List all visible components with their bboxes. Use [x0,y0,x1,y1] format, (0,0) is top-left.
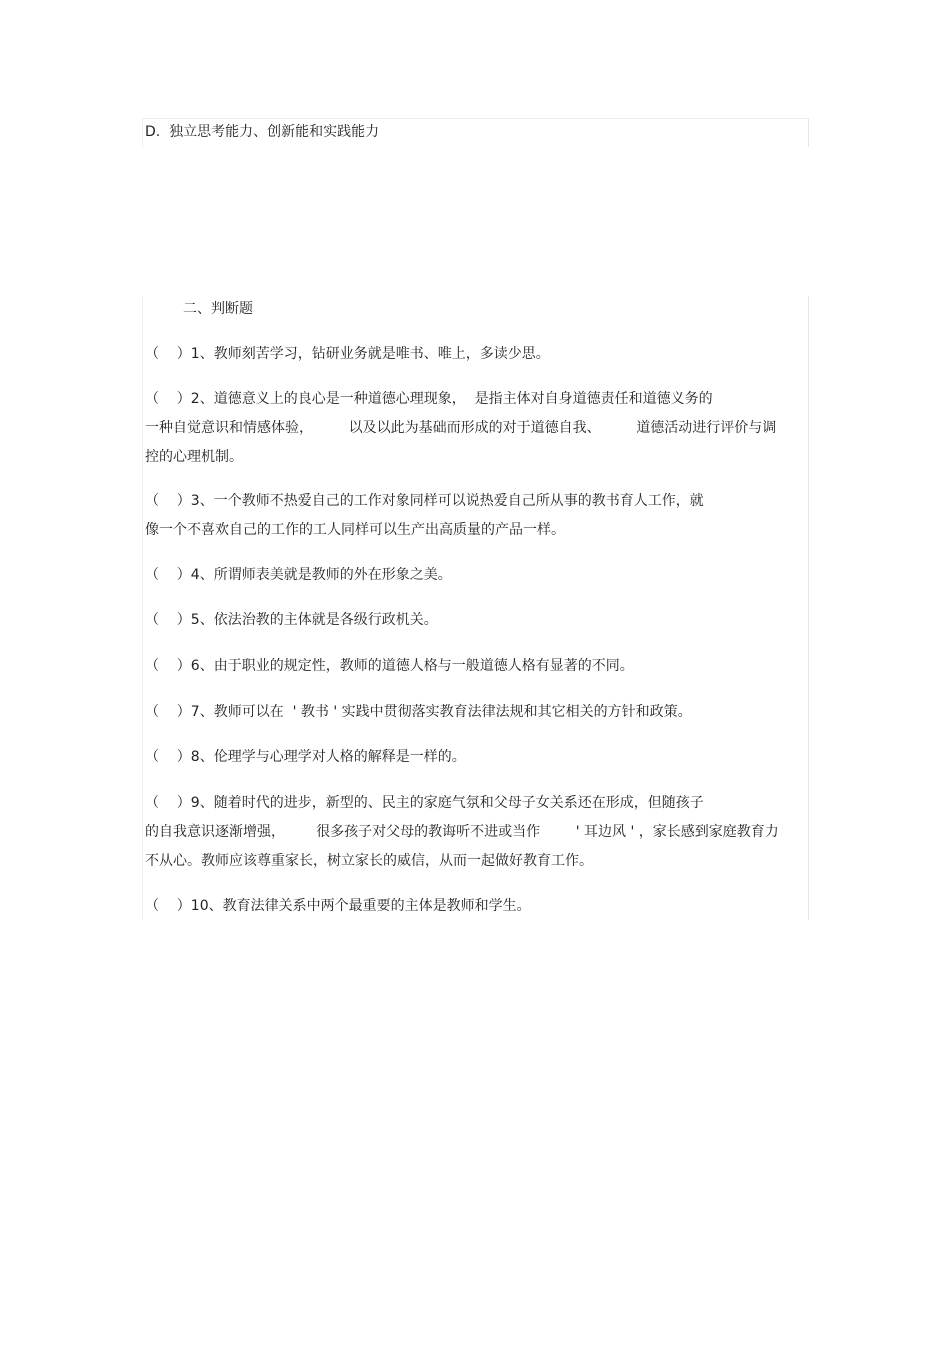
question-line: 不从心。教师应该尊重家长，树立家长的威信，从而一起做好教育工作。 [145,853,593,869]
section-title: 二、判断题 [183,301,253,317]
question-line: 一种自觉意识和情感体验， 以及以此为基础而形成的对于道德自我、 道德活动进行评价与调 [145,420,777,436]
question-line: （ ）4、所谓师表美就是教师的外在形象之美。 [145,567,452,583]
question-line: （ ）9、随着时代的进步，新型的、民主的家庭气氛和父母子女关系还在形成，但随孩子 [145,795,704,811]
option-d-text: D. 独立思考能力、创新能和实践能力 [145,124,380,140]
question-line: （ ）6、由于职业的规定性，教师的道德人格与一般道德人格有显著的不同。 [145,658,634,674]
option-block [142,118,809,147]
question-line: （ ）8、伦理学与心理学对人格的解释是一样的。 [145,749,466,765]
question-line: （ ）2、道德意义上的良心是一种道德心理现象， 是指主体对自身道德责任和道德义务的 [145,391,713,407]
question-line: 的自我意识逐渐增强， 很多孩子对父母的教诲听不进或当作 ' 耳边风 ' ，家长感到家庭教育力 [145,824,779,840]
question-line: （ ）5、依法治教的主体就是各级行政机关。 [145,612,438,628]
question-line: 像一个不喜欢自己的工作的工人同样可以生产出高质量的产品一样。 [145,522,565,538]
question-line: （ ）3、一个教师不热爱自己的工作对象同样可以说热爱自己所从事的教书育人工作，就 [145,493,704,509]
question-line: 控的心理机制。 [145,449,243,465]
judgment-section [142,296,809,920]
question-line: （ ）1、教师刻苦学习，钻研业务就是唯书、唯上，多读少思。 [145,346,550,362]
question-line: （ ）7、教师可以在 ' 教书 ' 实践中贯彻落实教育法律法规和其它相关的方针和政策。 [145,704,692,720]
question-line: （ ）10、教育法律关系中两个最重要的主体是教师和学生。 [145,898,531,914]
